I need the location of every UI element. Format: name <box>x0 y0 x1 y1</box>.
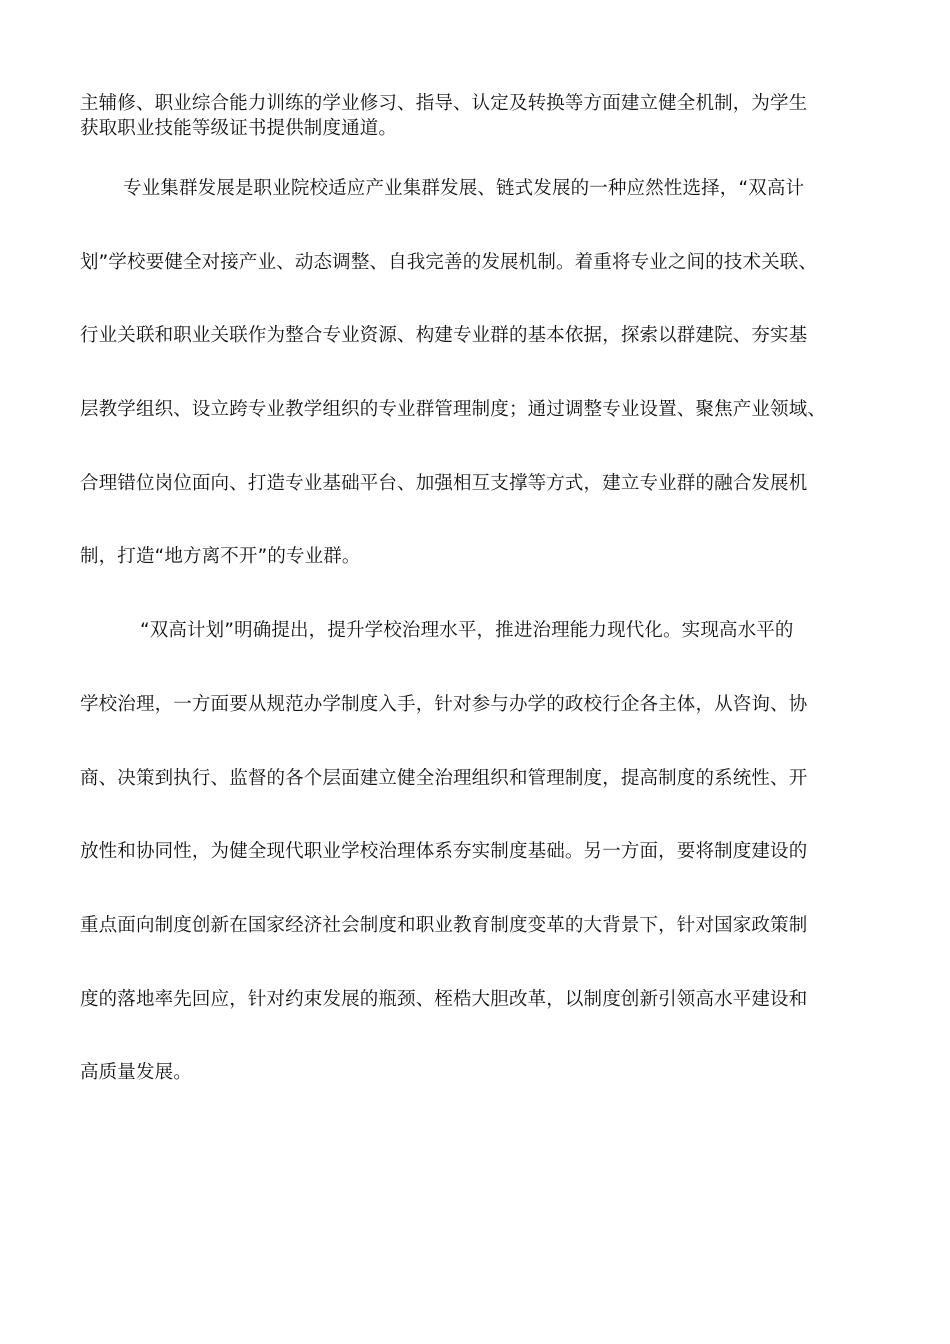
text-line: 专业集群发展是职业院校适应产业集群发展、链式发展的一种应然性选择，“双高计 <box>123 178 805 199</box>
text-line: 划”学校要健全对接产业、动态调整、自我完善的发展机制。着重将专业之间的技术关联、 <box>80 252 818 273</box>
text-line: 高质量发展。 <box>80 1062 192 1083</box>
text-line: “双高计划”明确提出，提升学校治理水平，推进治理能力现代化。实现高水平的 <box>140 620 794 641</box>
text-line: 获取职业技能等级证书提供制度通道。 <box>80 118 398 139</box>
text-line: 度的落地率先回应，针对约束发展的瓶颈、桎梏大胆改革，以制度创新引领高水平建设和 <box>80 989 808 1010</box>
text-line: 合理错位岗位面向、打造专业基础平台、加强相互支撑等方式，建立专业群的融合发展机 <box>80 473 808 494</box>
text-line: 制，打造“地方离不开”的专业群。 <box>80 546 361 567</box>
text-line: 主辅修、职业综合能力训练的学业修习、指导、认定及转换等方面建立健全机制，为学生 <box>80 93 808 114</box>
text-line: 学校治理，一方面要从规范办学制度入手，针对参与办学的政校行企各主体，从咨询、协 <box>80 694 808 715</box>
text-line: 层教学组织、设立跨专业教学组织的专业群管理制度；通过调整专业设置、聚焦产业领域、 <box>80 399 827 420</box>
text-line: 放性和协同性，为健全现代职业学校治理体系夯实制度基础。另一方面，要将制度建设的 <box>80 841 808 862</box>
text-line: 行业关联和职业关联作为整合专业资源、构建专业群的基本依据，探索以群建院、夯实基 <box>80 325 808 346</box>
text-line: 商、决策到执行、监督的各个层面建立健全治理组织和管理制度，提高制度的系统性、开 <box>80 768 808 789</box>
text-line: 重点面向制度创新在国家经济社会制度和职业教育制度变革的大背景下，针对国家政策制 <box>80 915 808 936</box>
